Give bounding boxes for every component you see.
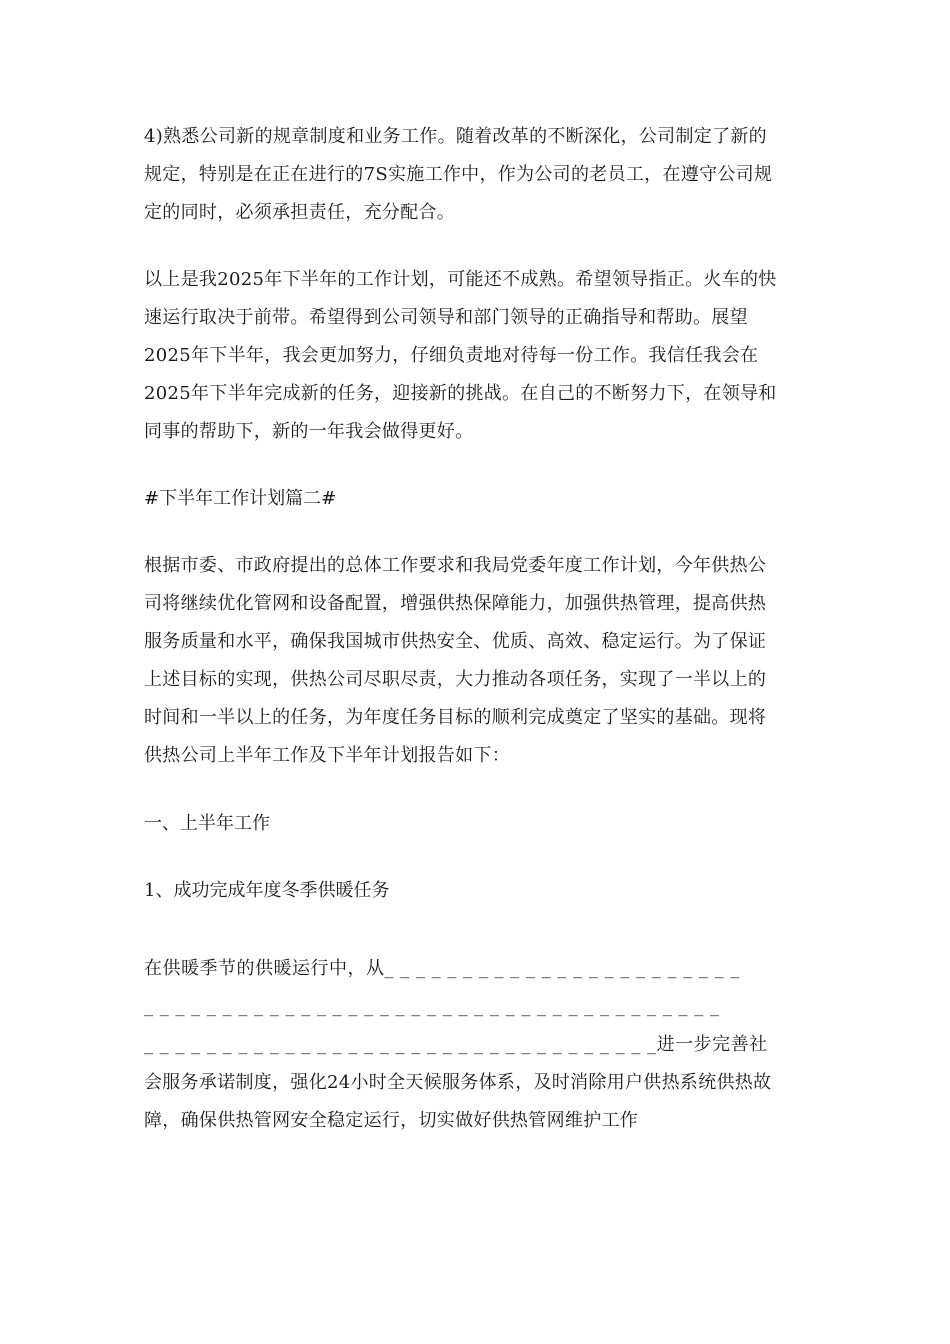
text-line: 上述目标的实现，供热公司尽职尽责，大力推动各项任务，实现了一半以上的 bbox=[144, 669, 767, 690]
text-line: 时间和一半以上的任务，为年度任务目标的顺利完成奠定了坚实的基础。现将 bbox=[144, 707, 767, 728]
text-line-with-blanks: _ _ _ _ _ _ _ _ _ _ _ _ _ _ _ _ _ _ _ _ _ _ _ _ _ _ _ _ _ _ _ _ _进一步完善社 bbox=[144, 1034, 768, 1055]
text-line: 规定，特别是在正在进行的7S实施工作中，作为公司的老员工，在遵守公司规 bbox=[144, 164, 773, 185]
text-line: 同事的帮助下，新的一年我会做得更好。 bbox=[144, 421, 474, 442]
text-line: 速运行取决于前带。希望得到公司领导和部门领导的正确指导和帮助。展望 bbox=[144, 307, 748, 328]
text-line: 服务质量和水平，确保我国城市供热安全、优质、高效、稳定运行。为了保证 bbox=[144, 631, 767, 652]
text-line: 以上是我2025年下半年的工作计划，可能还不成熟。希望领导指正。火车的快 bbox=[144, 269, 777, 290]
heading-level-2: 1、成功完成年度冬季供暖任务 bbox=[144, 880, 390, 901]
text-line: 障，确保供热管网安全稳定运行，切实做好供热管网维护工作 bbox=[144, 1110, 639, 1131]
section-title: #下半年工作计划篇二# bbox=[144, 488, 337, 509]
text-line-with-blanks: _ _ _ _ _ _ _ _ _ _ _ _ _ _ _ _ _ _ _ _ _ _ _ _ _ _ _ _ _ _ _ _ _ _ _ _ _ bbox=[144, 996, 720, 1017]
text-line: 4)熟悉公司新的规章制度和业务工作。随着改革的不断深化，公司制定了新的 bbox=[144, 126, 767, 147]
text-line: 2025年下半年完成新的任务，迎接新的挑战。在自己的不断努力下，在领导和 bbox=[144, 383, 777, 404]
heading-level-1: 一、上半年工作 bbox=[144, 813, 270, 834]
text-line: 2025年下半年，我会更加努力，仔细负责地对待每一份工作。我信任我会在 bbox=[144, 345, 759, 366]
text-line-with-blanks: 在供暖季节的供暖运行中，从_ _ _ _ _ _ _ _ _ _ _ _ _ _ _ _ _ _ _ _ _ _ _ bbox=[144, 958, 740, 979]
text-line: 会服务承诺制度，强化24小时全天候服务体系，及时消除用户供热系统供热故 bbox=[144, 1072, 772, 1093]
text-line: 司将继续优化管网和设备配置，增强供热保障能力，加强供热管理，提高供热 bbox=[144, 593, 767, 614]
text-line: 定的同时，必须承担责任，充分配合。 bbox=[144, 202, 456, 223]
text-line: 供热公司上半年工作及下半年计划报告如下： bbox=[144, 745, 510, 766]
text-line: 根据市委、市政府提出的总体工作要求和我局党委年度工作计划，今年供热公 bbox=[144, 555, 767, 576]
